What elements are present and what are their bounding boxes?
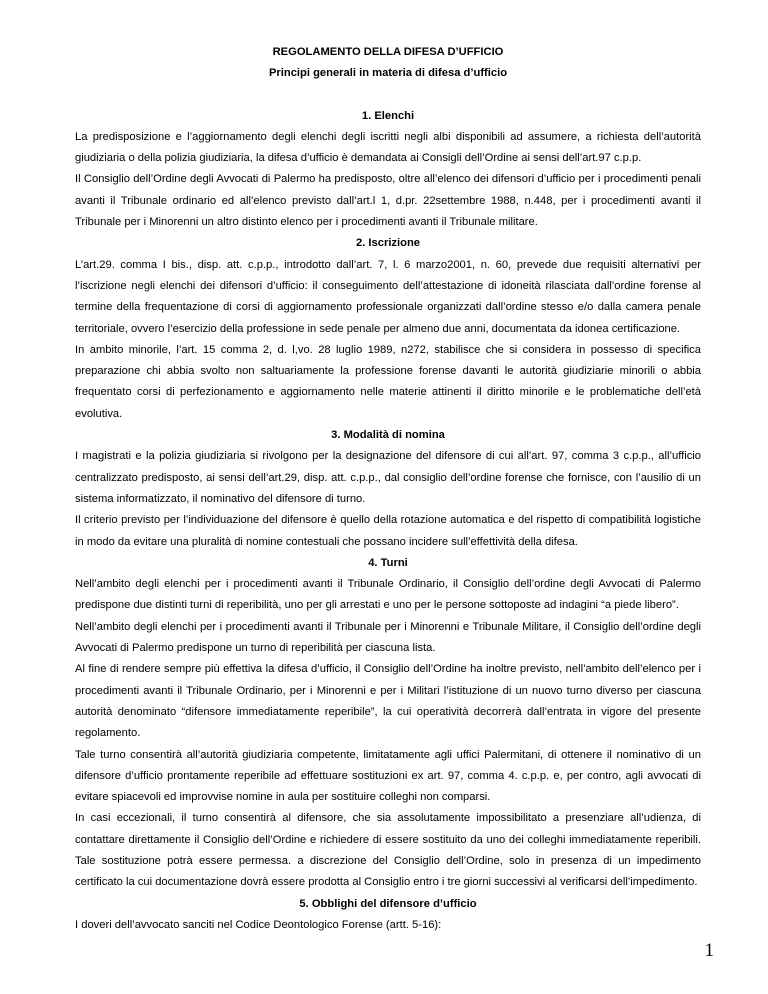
section-iscrizione (75, 233, 701, 425)
paragraph: Al fine di rendere sempre più effettiva la difesa d’ufficio, il Consiglio dell’Ordine ha inoltre previsto, nell’ambito dell’elenco per i procedimenti avanti il Tribunale Ordinario, per i Minorenni e per i Militari l’istituzione di un nuovo turno diverso per ciascuna autorità denominato “difensore immediatamente reperibile”, la cui operatività decorrerà dall’entrata in vigore del presente regolamento. (75, 663, 701, 740)
section-modalita-di-nomina (75, 425, 701, 553)
paragraph: In casi eccezionali, il turno consentirà al difensore, che sia assolutamente impossibilitato a presenziare all’udienza, di contattare direttamente il Consiglio dell’Ordine e richiedere di essere sostituito da uno dei colleghi immediatamente reperibili. Tale sostituzione potrà essere permessa. a discrezione del Consiglio dell’Ordine, solo in presenza di un impedimento certificato la cui documentazione dovrà essere prodotta al Consiglio entro i tre giorni successivi al verificarsi dell’impedimento. (75, 812, 701, 889)
paragraph: Tale turno consentirà all’autorità giudiziaria competente, limitatamente agli uffici Palermitani, di ottenere il nominativo di un difensore d’ufficio prontamente reperibile ad effettuare sostituzioni ex art. 97, comma 4. c.p.p. e, per contro, agli avvocati di evitare spiacevoli ed improvvise nomine in aula per sostituire colleghi non comparsi. (75, 748, 701, 804)
paragraph: Nell’ambito degli elenchi per i procedimenti avanti il Tribunale per i Minorenni e Tribunale Militare, il Consiglio dell’ordine degli Avvocati di Palermo predispone un turno di reperibilità per ciascuna lista. (75, 620, 701, 655)
paragraph: Il Consiglio dell’Ordine degli Avvocati di Palermo ha predisposto, oltre all’elenco dei difensori d’ufficio per i procedimenti penali avanti il Tribunale ordinario ed all’elenco previsto dall’art.l 1, d.pr. 22settembre 1988, n.448, per i procedimenti avanti il Tribunale per i Minorenni un altro distinto elenco per i procedimenti avanti il Tribunale militare. (75, 173, 701, 229)
section-heading: 3. Modalità di nomina (331, 429, 445, 442)
section-heading: 5. Obblighi del difensore d’ufficio (299, 897, 477, 910)
paragraph: La predisposizione e l’aggiornamento degli elenchi degli iscritti negli albi disponibili ad assumere, a richiesta dell’autorità giudiziaria o della polizia giudiziaria, la difesa d’ufficio è demandata ai Consigli dell’Ordine ai sensi dell’art.97 c.p.p. (75, 130, 701, 165)
section-elenchi (75, 106, 701, 234)
section-turni (75, 553, 701, 894)
paragraph: Nell’ambito degli elenchi per i procedimenti avanti il Tribunale Ordinario, il Consiglio dell’ordine degli Avvocati di Palermo predispone due distinti turni di reperibilità, uno per gli arrestati e uno per le persone sottoposte ad indagini “a piede libero”. (75, 578, 701, 612)
paragraph: I doveri dell’avvocato sanciti nel Codice Deontologico Forense (artt. 5-16): (75, 918, 442, 931)
document-title: REGOLAMENTO DELLA DIFESA D’UFFICIO (272, 46, 504, 58)
page-number: 1 (704, 940, 714, 961)
paragraph: I magistrati e la polizia giudiziaria si rivolgono per la designazione del difensore di cui all’art. 97, comma 3 c.p.p., all’ufficio centralizzato predisposto, ai sensi dell’art.29, disp. att. c.p.p., dal consiglio dell’ordine forense che fornisce, con l’ausilio di un sistema informatizzato, il nominativo del difensore di turno. (75, 450, 701, 505)
paragraph: In ambito minorile, l’art. 15 comma 2, d. l,vo. 28 luglio 1989, n272, stabilisce che si considera in possesso di specifica preparazione chi abbia svolto non saltuariamente la professione forense davanti le autorità giudiziarie minorili o abbia frequentato corsi di perfezionamento e aggiornamento nelle materie attinenti il diritto minorile e le problematiche dell’età evolutiva. (75, 343, 701, 420)
section-heading: 4. Turni (368, 556, 408, 569)
section-heading: 2. Iscrizione (355, 237, 421, 250)
document-subtitle: Principi generali in materia di difesa d’ufficio (268, 67, 508, 80)
paragraph: Il criterio previsto per l’individuazione del difensore è quello della rotazione automatica e del rispetto di compatibilità logistiche in modo da evitare una pluralità di nomine contestuali che possano incidere sull’effettività della difesa. (75, 514, 701, 548)
section-heading: 1. Elenchi (361, 109, 415, 122)
paragraph: L’art.29. comma I bis., disp. att. c.p.p., introdotto dall’art. 7, l. 6 marzo2001, n. 60, prevede due requisiti alternativi per l’iscrizione negli elenchi dei difensori d’ufficio: il conseguimento dell’attestazione di idoneità rilasciata dall’ordine forense al termine della frequentazione di corsi di aggiornamento professionale organizzati dall’ordine stesso e/o dalla camera penale territoriale, ovvero l’esercizio della professione in sede penale per almeno due anni, documentata da idonea certificazione. (75, 258, 701, 335)
document-page (75, 42, 701, 936)
section-obblighi-difensore (75, 894, 701, 937)
